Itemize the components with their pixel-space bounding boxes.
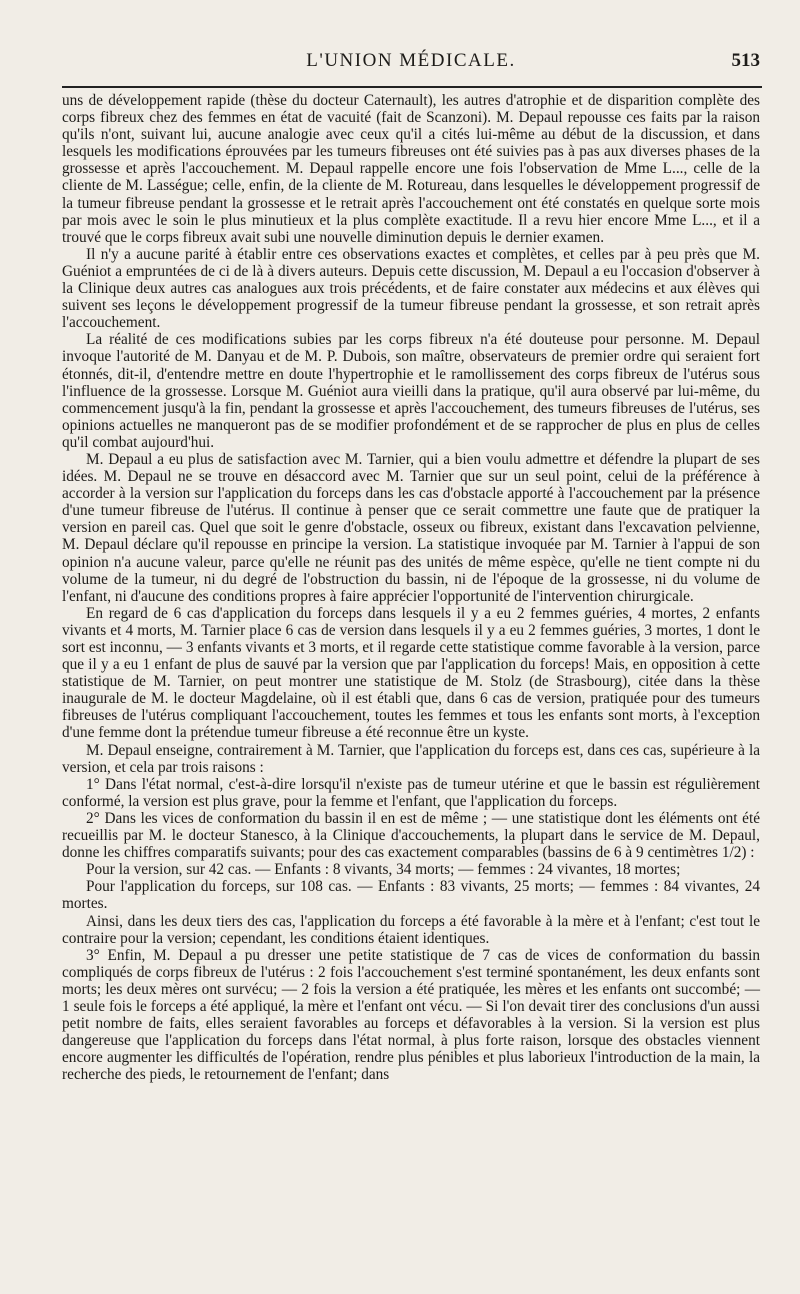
paragraph: M. Depaul a eu plus de satisfaction avec M. Tarnier, qui a bien voulu admettre et défendre la plupart de ses idées. M. Depaul ne se trouve en désaccord avec M. Tarnier que sur un seul point, celui de la préférence à accorder à la version sur l'application du forceps dans les cas d'obstacle apporté à l'accouchement par la présence d'une tumeur fibreuse de l'utérus. Il continue à penser que ce serait commettre une faute que de pratiquer la version en pareil cas. Quel que soit le genre d'obstacle, osseux ou fibreux, existant dans l'excavation pelvienne, M. Depaul déclare qu'il repousse en principe la version. La statistique invoquée par M. Tarnier à l'appui de son opinion n'a aucune valeur, parce qu'elle ne réunit pas des unités de même espèce, qu'elle ne tient compte ni du volume de la tumeur, ni du degré de l'obstruction du bassin, ni de l'époque de la grossesse, ni du volume de l'enfant, ni d'aucune des conditions propres à faire apprécier l'opportunité de l'intervention chirurgicale. <box>62 450 760 605</box>
paragraph: La réalité de ces modifications subies par les corps fibreux n'a été douteuse pour personne. M. Depaul invoque l'autorité de M. Danyau et de M. P. Dubois, son maître, observateurs de premier ordre qui seraient fort étonnés, dit-il, d'entendre mettre en doute l'hypertrophie et le ramollissement des corps fibreux de l'utérus sous l'influence de la grossesse. Lorsque M. Guéniot aura vieilli dans la pratique, qu'il aura observé par lui-même, du commencement jusqu'à la fin, pendant la grossesse et après l'accouchement, des tumeurs fibreuses de l'utérus, ses opinions actuelles ne manqueront pas de se modifier profondément et de se rapprocher de plus en plus de celles qu'il combat aujourd'hui. <box>62 331 760 451</box>
journal-title: L'UNION MÉDICALE. <box>306 50 516 71</box>
paragraph: M. Depaul enseigne, contrairement à M. Tarnier, que l'application du forceps est, dans ces cas, supérieure à la version, et cela par trois raisons : <box>62 741 760 776</box>
paragraph: 1° Dans l'état normal, c'est-à-dire lorsqu'il n'existe pas de tumeur utérine et que le bassin est régulièrement conformé, la version est plus grave, pour la femme et l'enfant, que l'application du forceps. <box>62 775 760 810</box>
paragraph: Ainsi, dans les deux tiers des cas, l'application du forceps a été favorable à la mère et à l'enfant; c'est tout le contraire pour la version; cependant, les conditions étaient identiques. <box>62 912 760 947</box>
article-body <box>62 92 760 1083</box>
paragraph: En regard de 6 cas d'application du forceps dans lesquels il y a eu 2 femmes guéries, 4 mortes, 2 enfants vivants et 4 morts, M. Tarnier place 6 cas de version dans lesquels il y a eu 2 femmes guéries, 3 mortes, 1 dont le sort est inconnu, — 3 enfants vivants et 3 morts, et il regarde cette statistique comme favorable à la version, parce que il y a eu 1 enfant de plus de sauvé par la version que par l'application du forceps! Mais, en opposition à cette statistique de M. Tarnier, on peut montrer une statistique de M. Stolz (de Strasbourg), citée dans la thèse inaugurale de M. le docteur Magdelaine, où il est établi que, dans 6 cas de version, pratiquée pour des tumeurs fibreuses de l'utérus compliquant l'accouchement, toutes les femmes et tous les enfants sont morts, à l'exception d'une femme dont la prétendue tumeur fibreuse a été reconnue être un kyste. <box>62 604 760 742</box>
paragraph: 3° Enfin, M. Depaul a pu dresser une petite statistique de 7 cas de vices de conformation du bassin compliqués de corps fibreux de l'utérus : 2 fois l'accouchement s'est terminé spontanément, les deux enfants sont morts; les deux mères ont survécu; — 2 fois la version a été pratiquée, les mères et les enfants ont succombé; — 1 seule fois le forceps a été appliqué, la mère et l'enfant ont vécu. — Si l'on devait tirer des conclusions d'un aussi petit nombre de faits, elles seraient favorables au forceps et défavorables à la version. Si la version est plus dangereuse que l'application du forceps dans l'état normal, à plus forte raison, lorsque des obstacles viennent encore augmenter les difficultés de l'opération, rendre plus pénibles et plus laborieux l'introduction de la main, la recherche des pieds, le retournement de l'enfant; dans <box>62 946 760 1084</box>
running-header <box>62 46 760 76</box>
paragraph: Pour l'application du forceps, sur 108 cas. — Enfants : 83 vivants, 25 morts; — femmes : 84 vivantes, 24 mortes. <box>62 878 760 913</box>
paragraph: Il n'y a aucune parité à établir entre ces observations exactes et complètes, et celles par à peu près que M. Guéniot a empruntées de ci de là à divers auteurs. Depuis cette discussion, M. Depaul a eu l'occasion d'observer à la Clinique deux autres cas analogues aux trois précédents, et de faire constater aux médecins et aux élèves qui suivent ses leçons le développement progressif de la tumeur fibreuse pendant la grossesse, et son retrait après l'accouchement. <box>62 245 760 332</box>
page-number: 513 <box>731 50 760 71</box>
paragraph: 2° Dans les vices de conformation du bassin il en est de même ; — une statistique dont les éléments ont été recueillis par M. le docteur Stanesco, à la Clinique d'accouchements, la plupart dans le service de M. Depaul, donne les chiffres comparatifs suivants; pour des cas exactement comparables (bassins de 6 à 9 centimètres 1/2) : <box>62 809 760 862</box>
paragraph: uns de développement rapide (thèse du docteur Caternault), les autres d'atrophie et de disparition complète des corps fibreux chez des femmes en état de vacuité (fait de Scanzoni). M. Depaul repousse ces faits par la raison qu'ils n'ont, suivant lui, aucune analogie avec ceux qu'il a cités lui-même au début de la discussion, et dans lesquels les modifications éprouvées par les tumeurs fibreuses ont été suivies pas à pas aux diverses phases de la grossesse et après l'accouchement. M. Depaul rappelle encore une fois l'observation de Mme L..., celle de la cliente de M. Lasségue; celle, enfin, de la cliente de M. Rotureau, dans lesquelles le développement progressif de la tumeur fibreuse pendant la grossesse et le retrait après l'accouchement ont été constatés en quelque sorte mois par mois avec le soin le plus minutieux et la plus complète exactitude. Il a revu hier encore Mme L..., et il a trouvé que le corps fibreux avait subi une nouvelle diminution depuis le dernier examen. <box>62 92 760 246</box>
header-rule <box>62 86 762 88</box>
paragraph: Pour la version, sur 42 cas. — Enfants : 8 vivants, 34 morts; — femmes : 24 vivantes, 18 mortes; <box>86 861 681 879</box>
